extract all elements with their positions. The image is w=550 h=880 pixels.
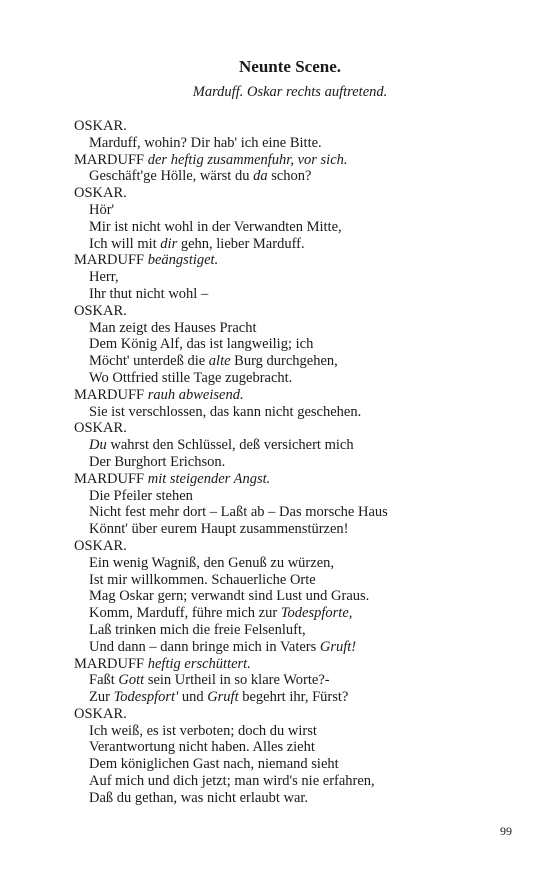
- speaker-line: [74, 471, 534, 488]
- text-segment: Ist mir willkommen. Schauerliche Orte: [89, 571, 316, 588]
- text-segment: Möcht' unterdeß die: [89, 353, 209, 370]
- verse-line: [74, 202, 534, 219]
- verse-line: [74, 756, 534, 773]
- text-segment: Ein wenig Wagniß, den Genuß zu würzen,: [89, 554, 334, 571]
- text-segment: Faßt: [89, 672, 119, 689]
- text-segment: OSKAR.: [74, 420, 127, 437]
- text-segment: OSKAR.: [74, 302, 127, 319]
- italic-text: Gruft!: [319, 638, 357, 655]
- verse-line: [74, 672, 534, 689]
- italic-text: der heftig zusammenfuhr, vor sich.: [147, 151, 348, 168]
- italic-text: Du: [89, 437, 107, 454]
- verse-line: [74, 572, 534, 589]
- verse-line: [74, 135, 534, 152]
- verse-line: [74, 353, 534, 370]
- dialogue: [74, 118, 534, 807]
- verse-line: [74, 588, 534, 605]
- text-segment: schon?: [267, 168, 312, 185]
- text-segment: wahrst den Schlüssel, deß versichert mich: [106, 437, 354, 454]
- stage-direction: Marduff. Oskar rechts auftretend.: [192, 84, 388, 100]
- page-number: 99: [500, 824, 512, 838]
- text-segment: Burg durchgehen,: [230, 353, 338, 370]
- text-segment: MARDUFF: [74, 470, 148, 487]
- text-segment: MARDUFF: [74, 151, 148, 168]
- text-segment: MARDUFF: [74, 386, 148, 403]
- speaker-line: [74, 706, 534, 723]
- italic-text: Todespfort': [113, 689, 179, 706]
- italic-text: rauh abweisend.: [147, 386, 244, 403]
- verse-line: [74, 488, 534, 505]
- verse-line: [74, 622, 534, 639]
- text-segment: Ihr thut nicht wohl –: [89, 285, 209, 302]
- italic-text: heftig erschüttert.: [147, 655, 251, 672]
- text-segment: Mir ist nicht wohl in der Verwandten Mitte,: [89, 218, 342, 235]
- speaker-line: [74, 387, 534, 404]
- verse-line: [74, 605, 534, 622]
- text-segment: Ich weiß, es ist verboten; doch du wirst: [89, 722, 317, 739]
- verse-line: [74, 437, 534, 454]
- text-segment: Sie ist verschlossen, das kann nicht geschehen.: [89, 403, 362, 420]
- verse-line: [74, 370, 534, 387]
- text-segment: Dem königlichen Gast nach, niemand sieht: [89, 756, 339, 773]
- italic-text: beängstiget.: [147, 252, 219, 269]
- speaker-line: [74, 185, 534, 202]
- text-segment: Marduff, wohin? Dir hab' ich eine Bitte.: [89, 134, 322, 151]
- verse-line: [74, 236, 534, 253]
- text-segment: OSKAR.: [74, 705, 127, 722]
- text-segment: Wo Ottfried stille Tage zugebracht.: [89, 369, 293, 386]
- verse-line: [74, 219, 534, 236]
- text-segment: Hör': [89, 201, 115, 218]
- text-segment: Auf mich und dich jetzt; man wird's nie erfahren,: [89, 773, 375, 790]
- text-segment: Nicht fest mehr dort – Laßt ab – Das morsche Haus: [89, 504, 388, 521]
- text-segment: und: [178, 689, 208, 706]
- text-segment: OSKAR.: [74, 537, 127, 554]
- text-segment: sein Urtheil in so klare Worte?-: [144, 672, 330, 689]
- text-segment: Könnt' über eurem Haupt zusammenstürzen!: [89, 521, 349, 538]
- italic-text: Gott: [118, 672, 145, 689]
- text-segment: Der Burghort Erichson.: [89, 453, 226, 470]
- italic-text: dir: [160, 235, 178, 252]
- text-segment: Ich will mit: [89, 235, 161, 252]
- text-segment: Laß trinken mich die freie Felsenluft,: [89, 621, 306, 638]
- verse-line: [74, 773, 534, 790]
- verse-line: [74, 320, 534, 337]
- verse-line: [74, 504, 534, 521]
- verse-line: [74, 521, 534, 538]
- verse-line: [74, 639, 534, 656]
- text-segment: OSKAR.: [74, 118, 127, 134]
- verse-line: [74, 739, 534, 756]
- italic-text: da: [253, 168, 268, 185]
- speaker-line: [74, 420, 534, 437]
- speaker-line: [74, 152, 534, 169]
- text-segment: Und dann – dann bringe mich in Vaters: [89, 638, 320, 655]
- text-segment: Geschäft'ge Hölle, wärst du: [89, 168, 254, 185]
- text-segment: Die Pfeiler stehen: [89, 487, 193, 504]
- text-segment: Mag Oskar gern; verwandt sind Lust und Graus.: [89, 588, 370, 605]
- verse-line: [74, 168, 534, 185]
- italic-text: Gruft: [207, 689, 239, 706]
- speaker-line: [74, 656, 534, 673]
- text-segment: MARDUFF: [74, 252, 148, 269]
- text-segment: Herr,: [89, 269, 119, 286]
- scene-title: Neunte Scene.: [239, 57, 341, 76]
- text-segment: Verantwortung nicht haben. Alles zieht: [89, 739, 315, 756]
- italic-text: Todespforte,: [280, 605, 353, 622]
- text-segment: Dem König Alf, das ist langweilig; ich: [89, 336, 314, 353]
- verse-line: [74, 454, 534, 471]
- text-segment: Komm, Marduff, führe mich zur: [89, 605, 281, 622]
- italic-text: alte: [208, 353, 231, 370]
- speaker-line: [74, 303, 534, 320]
- text-segment: MARDUFF: [74, 655, 148, 672]
- verse-line: [74, 404, 534, 421]
- text-segment: OSKAR.: [74, 185, 127, 202]
- speaker-line: [74, 252, 534, 269]
- speaker-line: [74, 538, 534, 555]
- text-segment: gehn, lieber Marduff.: [177, 235, 305, 252]
- verse-line: [74, 269, 534, 286]
- text-segment: Man zeigt des Hauses Pracht: [89, 319, 257, 336]
- italic-text: mit steigender Angst.: [147, 470, 271, 487]
- verse-line: [74, 336, 534, 353]
- text-segment: Daß du gethan, was nicht erlaubt war.: [89, 789, 309, 806]
- text-segment: Zur: [89, 689, 114, 706]
- verse-line: [74, 689, 534, 706]
- verse-line: [74, 723, 534, 740]
- verse-line: [74, 790, 534, 807]
- verse-line: [74, 286, 534, 303]
- text-segment: begehrt ihr, Fürst?: [238, 689, 349, 706]
- verse-line: [74, 555, 534, 572]
- speaker-line: [74, 118, 534, 135]
